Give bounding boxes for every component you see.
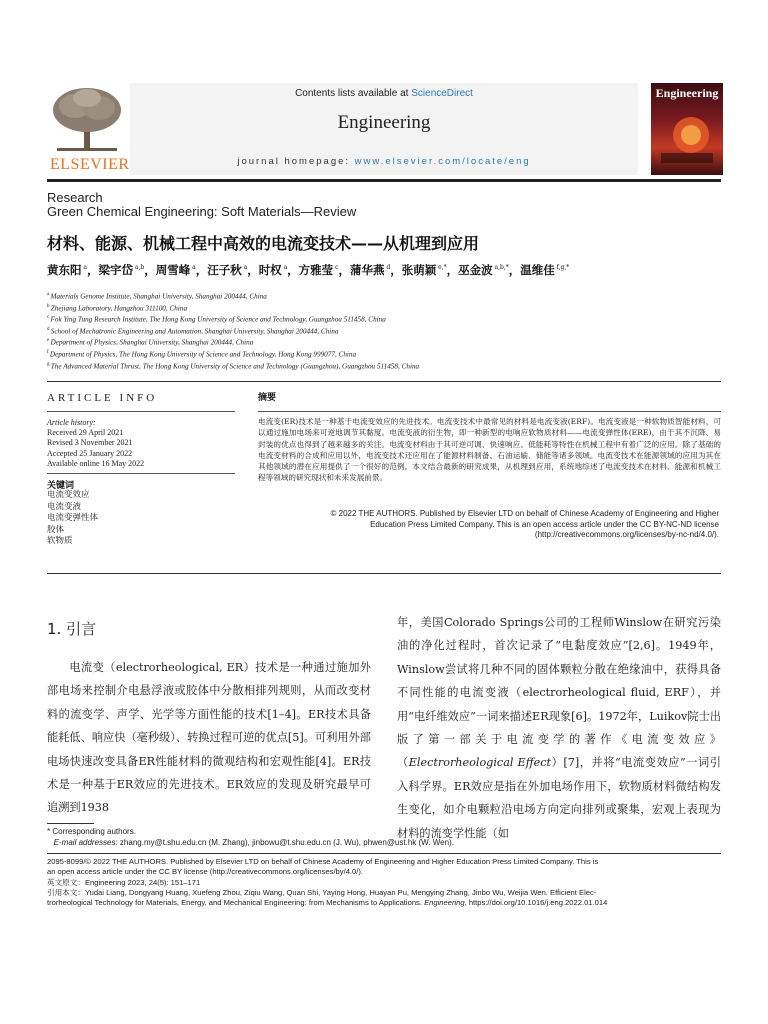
- author-affiliation-marker: f,g,*: [554, 264, 570, 272]
- author-list: 黄东阳 $^a$，梁宇岱 $^{a,b}$，周雪峰 $^a$，汪子秋 $^a$，时权 $^a$，方雅莹 $^c$，蒲华燕 $^d$，张萌颖 $^{e,*}$，巫金波 $^{a,b,*}$，温维佳 $^{f,g,*}$: [47, 263, 570, 277]
- elsevier-wordmark: ELSEVIER: [50, 156, 130, 173]
- author-name: 巫金波: [458, 263, 493, 277]
- affiliation-marker: f: [47, 349, 50, 355]
- affiliation-marker: e: [47, 338, 51, 344]
- divider: [47, 853, 721, 854]
- author-name: 张萌颖: [401, 263, 437, 277]
- article-subtype: Green Chemical Engineering: Soft Materials—Review: [47, 204, 357, 219]
- affiliation-text: Materials Genome Institute, Shanghai University, Shanghai 200444, China: [50, 292, 267, 301]
- affiliation: [47, 336, 419, 348]
- homepage-prefix: journal homepage:: [237, 156, 355, 167]
- email-label: E-mail addresses:: [53, 838, 118, 848]
- affiliation-marker: d: [47, 326, 51, 332]
- affiliation: [47, 290, 419, 302]
- body-text: 年，美国Colorado Springs公司的工程师Winslow在研究污染油的净化过程时，首次记录了“电黏度效应”[2,6]。1949年，Winslow尝试将几种不同的固体颗粒分散在绝缘油中，获得具备不同性能的电流变液（electrorheological fluid, ERF），并用“电纤维效应”一词来描述ER现象[6]。1972年，Luikov院士出版了第一部关于电流变学的著作《电流变效应》（: [397, 616, 721, 770]
- footer-line: 2095-8099/© 2022 THE AUTHORS. Published by Elsevier LTD on behalf of Chinese Academy of Engineering and Higher Education Press Limited Company. This is: [47, 857, 599, 866]
- article-history: [47, 418, 144, 469]
- history-received: Received 29 April 2021: [47, 428, 124, 438]
- journal-name: Engineering: [337, 112, 431, 133]
- email-line: [47, 837, 454, 848]
- section-heading: 1. 引言: [47, 620, 97, 638]
- author-affiliation-marker: a: [81, 264, 87, 272]
- affiliation-text: School of Mechatronic Engineering and Automation, Shanghai University, Shanghai 200444, China: [50, 327, 339, 336]
- history-accepted: Accepted 25 January 2022: [47, 448, 133, 458]
- keyword: 软物质: [47, 536, 73, 547]
- citation-journal: Engineering: [424, 898, 465, 908]
- header-rule: [47, 179, 721, 182]
- affiliation-text: The Advanced Material Thrust, The Hong Kong University of Science and Technology (Guangzhou), Guangzhou 511458, China: [50, 361, 420, 370]
- journal-homepage-line: [130, 156, 638, 167]
- affiliation-text: Zhejiang Laboratory, Hangzhou 311100, China: [50, 303, 188, 312]
- affiliation-marker: c: [47, 315, 51, 321]
- citation-doi: , https://doi.org/10.1016/j.eng.2022.01.014: [464, 898, 608, 908]
- author-name: 蒲华燕: [349, 263, 385, 277]
- footer-line: 引用本文：Yudai Liang, Dongyang Huang, Xuefeng Zhou, Ziqiu Wang, Quan Shi, Yaying Hong, Huayan Pu, Mengying Zhang, Jinbo Wu, Weijia Wen. Efficient Elec-: [47, 887, 597, 897]
- affiliation: [47, 360, 419, 372]
- author-affiliation-marker: a,b: [132, 264, 145, 272]
- keyword: 电流变效应: [47, 490, 90, 500]
- author-affiliation-marker: a: [281, 264, 288, 272]
- footnote: [47, 826, 454, 849]
- author-name: 梁宇岱: [98, 263, 133, 277]
- author-affiliation-marker: a: [241, 264, 248, 272]
- affiliation: [47, 325, 419, 337]
- abstract-heading: 摘要: [258, 393, 277, 403]
- copyright-line: (http://creativecommons.org/licenses/by-nc-nd/4.0/).: [534, 530, 719, 540]
- keyword: 电流变液: [47, 501, 82, 512]
- history-online: Available online 16 May 2022: [47, 458, 145, 468]
- copyright-line: Education Press Limited Company. This is an open access article under the CC BY-NC-ND license: [370, 519, 719, 529]
- author-name: 方雅莹: [298, 263, 334, 277]
- author-name: 周雪峰: [155, 263, 191, 277]
- divider: [47, 573, 721, 574]
- affiliation-marker: g: [47, 361, 51, 367]
- keyword: 胶体: [47, 524, 65, 535]
- affiliation-marker: a: [47, 292, 51, 297]
- affiliation-text: Fok Ying Tung Research Institute, The Hong Kong University of Science and Technology, Guangzhou 511458, China: [50, 315, 386, 324]
- author-name: 汪子秋: [207, 263, 242, 277]
- divider: [258, 411, 721, 412]
- affiliation: [47, 302, 419, 314]
- book-title-italic: Electrorheological Effect: [408, 756, 552, 770]
- footnote-rule: [47, 823, 94, 824]
- contents-line: [130, 88, 638, 99]
- footer-line: [47, 898, 727, 908]
- abstract-text: 电流变(ER)技术是一种基于电流变效应的先进技术。电流变技术中最常见的材料是电流变液(ERF)。电流变液是一种软物质智能材料，可以通过施加电场来可逆地调节其黏度。电流变液的衍生物，即一种新型的电响应软物质材料——电流变弹性体(ERE)，由于其不沉降、易封装的优点也得到了越来越多的关注。电流变材料由于其可逆可调、快速响应、低能耗等特性在机械工程中有着广泛的应用。除了基础的电流变材料的合成和应用以外，电流变技术还应用在了能源材料制备、石油运输、储能等诸多领域。电流变技术在能源领域的应用为其在其他领域的潜在应用提供了一个很好的范例。本文结合最新的研究成果，从机理到应用，系统地综述了电流变技术在材料、能源和机械工程等领域的研究现状和未来发展前景。: [258, 417, 721, 483]
- citation-text: trorheological Technology for Materials, Energy, and Mechanical Engineering: from Mechanisms to Applications.: [47, 898, 425, 908]
- divider: [47, 411, 235, 412]
- body-text-left-column: 电流变（electrorheological, ER）技术是一种通过施加外部电场来控制介电悬浮液或胶体中分散相排列规则，从而改变材料的流变学、声学、光学等方面性能的技术[1–4]。ER技术具备能耗低、响应快（毫秒级）、转换过程可逆的优点[5]。可利用外部电场快速改变具备ER性能材料的微观结构和宏观性能[4]。ER技术是一种基于ER效应的先进技术。ER效应的发现及研究最早可追溯到1938: [47, 661, 371, 815]
- body-text: ）[7]，并将“电流变效应”一词引入科学界。ER效应是指在外加电场作用下，软物质材料微结构发生变化，如介电颗粒沿电场方向定向排列或聚集，宏观上表现为材料的流变学性能（如: [397, 756, 721, 840]
- divider: [47, 381, 721, 382]
- author-affiliation-marker: d: [384, 264, 391, 272]
- publication-footer: [47, 857, 727, 908]
- author-affiliation-marker: c: [333, 264, 339, 272]
- contents-prefix: Contents lists available at: [295, 88, 412, 99]
- author-name: 温维佳: [520, 263, 555, 277]
- article-info-heading: ARTICLE INFO: [47, 392, 158, 404]
- author-affiliation-marker: a: [190, 264, 196, 272]
- author-name: 黄东阳: [47, 263, 82, 277]
- copyright-line: © 2022 THE AUTHORS. Published by Elsevier LTD on behalf of Chinese Academy of Engineering and Higher: [330, 509, 719, 518]
- divider: [47, 473, 235, 474]
- keyword-list: [47, 490, 98, 548]
- homepage-link[interactable]: www.elsevier.com/locate/eng: [354, 156, 531, 167]
- footer-line: 英文原文：Engineering 2023, 24(5): 151–171: [47, 877, 201, 887]
- article-title: 材料、能源、机械工程中高效的电流变技术——从机理到应用: [47, 234, 480, 253]
- affiliation: [47, 313, 419, 325]
- article-type: Research: [47, 190, 103, 205]
- history-label: Article history:: [47, 418, 96, 427]
- affiliation-marker: b: [47, 303, 51, 309]
- affiliation: [47, 348, 419, 360]
- affiliation-list: [47, 290, 419, 371]
- keywords-heading: 关键词: [47, 481, 75, 491]
- sciencedirect-link[interactable]: ScienceDirect: [411, 88, 473, 99]
- author-affiliation-marker: a,b,*: [492, 264, 509, 272]
- footer-line: an open access article under the CC BY license (http://creativecommons.org/licenses/by/4.0/).: [47, 867, 363, 877]
- affiliation-text: Department of Physics, Shanghai University, Shanghai 200444, China: [50, 338, 254, 347]
- cover-title: Engineering: [655, 86, 719, 100]
- email-addresses: zhang.my@t.shu.edu.cn (M. Zhang), jinbowu@t.shu.edu.cn (J. Wu), phwen@ust.hk (W. Wen).: [117, 838, 454, 848]
- history-revised: Revised 3 November 2021: [47, 438, 133, 448]
- author-name: 时权: [258, 263, 282, 277]
- abstract-copyright: [258, 509, 719, 541]
- body-text-right-column: [397, 611, 721, 845]
- keyword: 电流变弹性体: [47, 513, 99, 524]
- affiliation-text: Department of Physics, The Hong Kong University of Science and Technology, Hong Kong 999077, China: [49, 350, 357, 359]
- author-affiliation-marker: e,*: [436, 264, 447, 272]
- corresponding-note: * Corresponding authors.: [47, 827, 136, 836]
